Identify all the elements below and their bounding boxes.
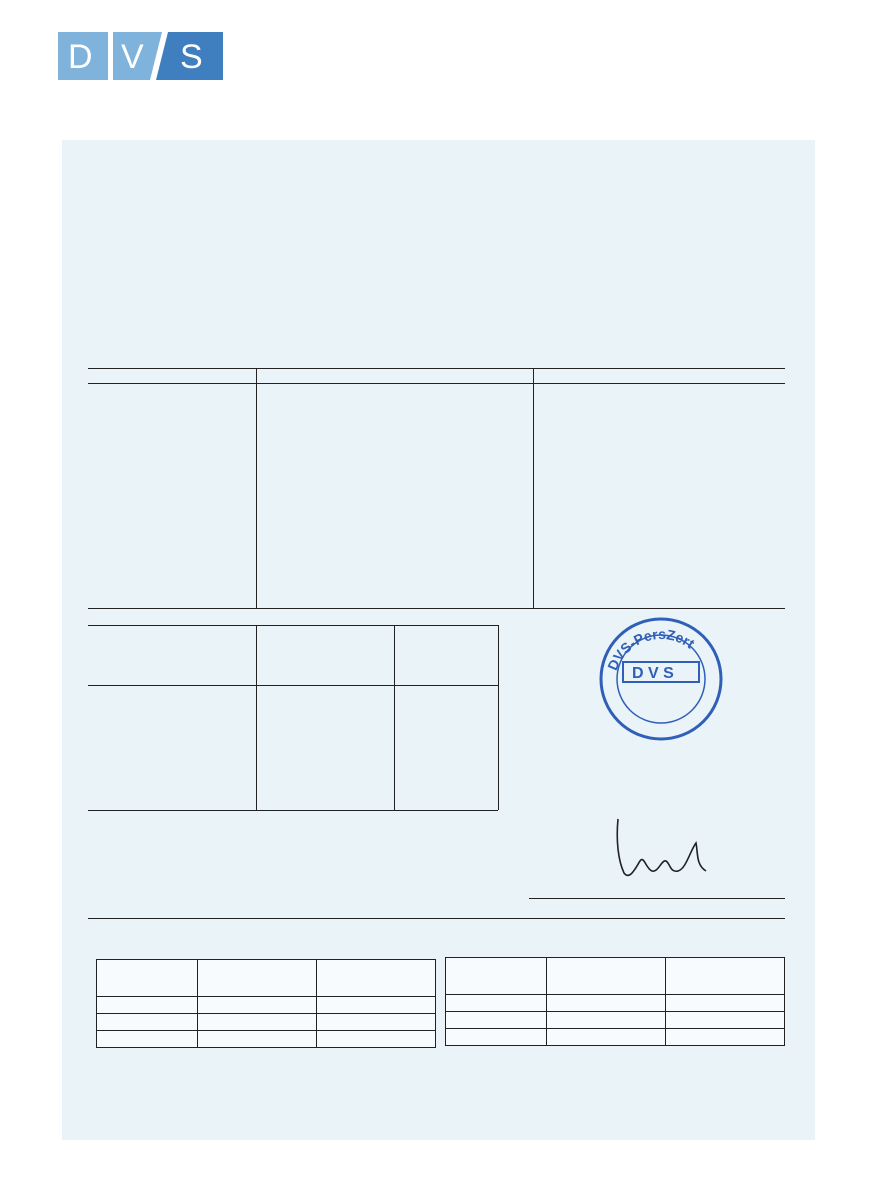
param-header-line bbox=[88, 383, 785, 384]
table-row bbox=[446, 1029, 785, 1046]
table-row bbox=[446, 1012, 785, 1029]
tests-bottom-line bbox=[88, 810, 498, 811]
table-header-dienststellung bbox=[317, 960, 436, 997]
svg-text:S: S bbox=[180, 38, 203, 76]
table-header-datum bbox=[446, 958, 547, 995]
signature bbox=[610, 815, 720, 885]
dvs-logo bbox=[58, 32, 223, 80]
stamp bbox=[596, 614, 726, 744]
confirmation-table-left bbox=[96, 959, 436, 1048]
signature-line bbox=[529, 898, 785, 899]
row-25-bottom-line bbox=[88, 625, 498, 626]
table-row bbox=[97, 997, 436, 1014]
svg-text:D: D bbox=[68, 38, 93, 76]
table-row bbox=[446, 995, 785, 1012]
param-top-line bbox=[88, 368, 785, 369]
tests-divider-3 bbox=[498, 625, 499, 810]
tests-header-line bbox=[88, 685, 498, 686]
param-divider-1 bbox=[256, 368, 257, 608]
table-row bbox=[97, 1031, 436, 1048]
table-header-datum bbox=[97, 960, 198, 997]
tests-divider-2 bbox=[394, 625, 395, 810]
table-header-dienststellung bbox=[666, 958, 785, 995]
svg-text:DVS-PersZert: DVS-PersZert bbox=[604, 625, 698, 673]
table-row bbox=[97, 1014, 436, 1031]
row-36-line bbox=[88, 918, 785, 919]
tests-divider-1 bbox=[256, 625, 257, 810]
svg-text:D V S: D V S bbox=[632, 665, 674, 682]
confirmation-table-right bbox=[445, 957, 785, 1046]
table-header-unterschrift bbox=[198, 960, 317, 997]
row-25-top-line bbox=[88, 608, 785, 609]
table-header-unterschrift bbox=[547, 958, 666, 995]
param-divider-2 bbox=[533, 368, 534, 608]
svg-text:V: V bbox=[121, 38, 144, 76]
